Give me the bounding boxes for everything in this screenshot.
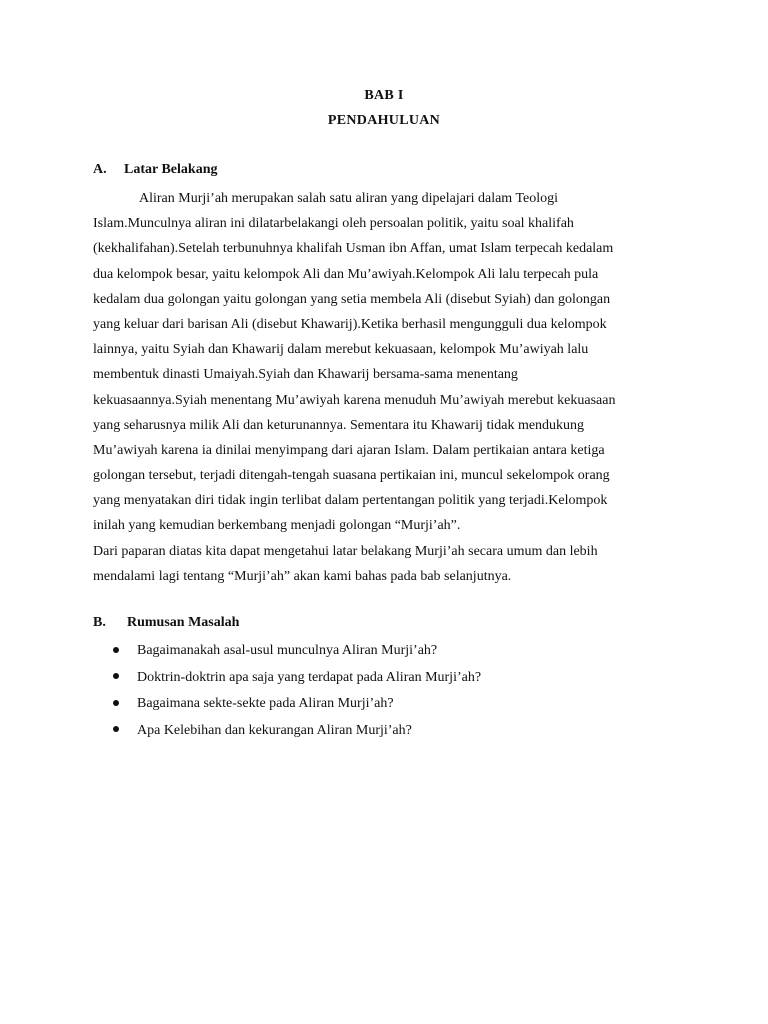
bullet-icon [113,647,119,653]
section-a-heading [93,162,217,178]
problem-statement-list [113,638,481,744]
list-item-text: Doktrin-doktrin apa saja yang terdapat pada Aliran Murji’ah? [137,669,482,685]
paragraph-line: yang keluar dari barisan Ali (disebut Khawarij).Ketika berhasil mengungguli dua kelompok [93,316,607,332]
paragraph-line: yang menyatakan diri tidak ingin terlibat dalam pertentangan politik yang terjadi.Kelompok [93,493,608,509]
list-item-text: Bagaimana sekte-sekte pada Aliran Murji’ah? [137,696,394,711]
section-b-heading [93,615,239,631]
section-b-letter: B. [93,615,106,630]
paragraph-line: golongan tersebut, terjadi ditengah-tengah suasana pertikaian ini, muncul sekelompok orang [93,468,610,484]
bullet-icon [113,700,119,706]
list-item [113,718,481,745]
paragraph-line: (kekhalifahan).Setelah terbunuhnya khalifah Usman ibn Affan, umat Islam terpecah kedalam [93,241,614,257]
list-item [113,638,481,665]
bullet-icon [113,726,119,732]
paragraph-line: kedalam dua golongan yaitu golongan yang setia membela Ali (disebut Syiah) dan golongan [93,291,611,307]
chapter-number: BAB I [364,88,404,103]
paragraph-line: kekuasaannya.Syiah menentang Mu’awiyah karena menuduh Mu’awiyah merebut kekuasaan [93,392,616,408]
background-paragraph [93,186,683,589]
list-item-text: Bagaimanakah asal-usul munculnya Aliran Murji’ah? [137,643,438,658]
bullet-icon [113,673,119,679]
paragraph-line: inilah yang kemudian berkembang menjadi golongan “Murji’ah”. [93,518,461,534]
list-item [113,665,481,692]
paragraph-line: dua kelompok besar, yaitu kelompok Ali dan Mu’awiyah.Kelompok Ali lalu terpecah pula [93,266,599,282]
section-a-title: Latar Belakang [124,162,218,177]
list-item [113,691,481,718]
paragraph-line: Islam.Munculnya aliran ini dilatarbelakangi oleh persoalan politik, yaitu soal khalifah [93,216,574,232]
paragraph-line: lainnya, yaitu Syiah dan Khawarij dalam merebut kekuasaan, kelompok Mu’awiyah lalu [93,342,589,358]
paragraph-line: Aliran Murji’ah merupakan salah satu aliran yang dipelajari dalam Teologi [139,191,559,206]
paragraph-line: yang seharusnya milik Ali dan keturunannya. Sementara itu Khawarij tidak mendukung [93,417,585,433]
section-b-title: Rumusan Masalah [127,615,240,630]
paragraph-line: Mu’awiyah karena ia dinilai menyimpang dari ajaran Islam. Dalam pertikaian antara ketiga [93,442,605,458]
paragraph-line: mendalami lagi tentang “Murji’ah” akan kami bahas pada bab selanjutnya. [93,568,512,584]
chapter-title: PENDAHULUAN [327,113,441,128]
paragraph-line: membentuk dinasti Umaiyah.Syiah dan Khawarij bersama-sama menentang [93,367,518,383]
list-item-text: Apa Kelebihan dan kekurangan Aliran Murji’ah? [137,722,412,738]
section-a-letter: A. [93,162,107,177]
paragraph-line: Dari paparan diatas kita dapat mengetahui latar belakang Murji’ah secara umum dan lebih [93,543,598,559]
